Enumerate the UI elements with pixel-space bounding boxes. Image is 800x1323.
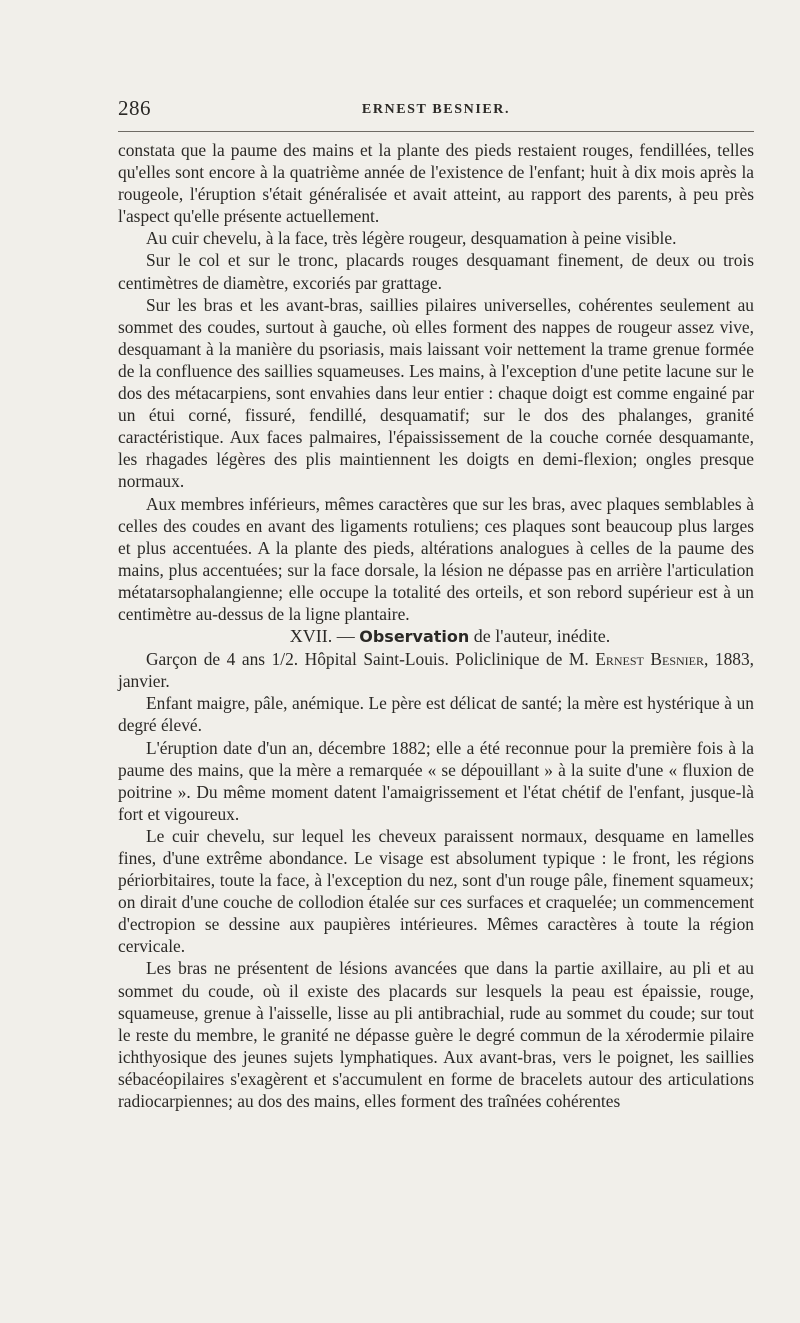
body-text — [118, 139, 754, 1112]
paragraph: Sur les bras et les avant-bras, saillies pilaires universelles, cohérentes seulement au sommet des coudes, surtout à gauche, où elles forment des nappes de rougeur assez vive, desquamant à la manière du psoriasis, mais laissant voir nettement la trame grenue formée de la confluence des saillies squameuses. Les mains, à l'exception d'une petite lacune sur le dos des métacarpiens, sont envahies dans leur entier : chaque doigt est comme engainé par un étui corné, fissuré, fendillé, desquamatif; sur le dos des phalanges, granité caractéristique. Aux faces palmaires, l'épaississement de la couche cornée desquamante, les rhagades légères des plis maintiennent les doigts en demi-flexion; ongles presque normaux. — [118, 294, 754, 492]
paragraph: Enfant maigre, pâle, anémique. Le père est délicat de santé; la mère est hystérique à un degré élevé. — [118, 693, 754, 736]
intro-end: , 1883, janvier. — [118, 649, 755, 692]
running-title: ERNEST BESNIER. — [361, 102, 511, 117]
intro-start: Garçon de 4 ans 1/2. Hôpital Saint-Louis. Policlinique de M. — [146, 649, 589, 670]
header-rule — [118, 131, 754, 132]
paragraph: L'éruption date d'un an, décembre 1882; elle a été reconnue pour la première fois à la paume des mains, que la mère a remarquée « se dépouillant » à la suite d'une « fluxion de poitrine ». Du même moment datent l'amaigrissement et l'état chétif de l'enfant, jusque-là fort et vigoureux. — [118, 737, 754, 824]
paragraph: Le cuir chevelu, sur lequel les cheveux paraissent normaux, desquame en lamelles fines, d'une extrême abondance. Le visage est absolument typique : le front, les régions périorbitaires, toute la face, à l'exception du nez, sont d'un rouge pâle, finement squameux; on dirait d'une couche de collodion étalée sur ces surfaces et craquelée; un commencement d'ectropion se dessine aux paupières intérieures. Mêmes caractères à toute la région cervicale. — [118, 825, 754, 957]
observation-intro — [118, 648, 754, 692]
section-title-bold: Observation — [359, 627, 470, 647]
section-title-rest: de l'auteur, inédite. — [473, 626, 611, 647]
paragraph: Les bras ne présentent de lésions avancées que dans la partie axillaire, au pli et au sommet du coude, où il existe des placards sur lesquels la peau est épaissie, rouge, squameuse, grenue à l'aisselle, lisse au pli antibrachial, rude au sommet du coude; sur tout le reste du membre, le granité ne dépasse guère le degré commun de la xérodermie pilaire ichthyosique des jeunes sujets lymphatiques. Aux avant-bras, vers le poignet, les saillies sébacéopilaires s'exagèrent et s'accumulent en forme de bracelets autour des articulations radiocarpiennes; au dos des mains, elles forment des traînées cohérentes — [118, 958, 754, 1112]
paragraph: constata que la paume des mains et la plante des pieds restaient rouges, fendillées, telles qu'elles sont encore à la quatrième année de l'existence de l'enfant; huit à dix mois après la rougeole, l'éruption s'était généralisée et avait atteint, au rapport des parents, à peu près l'aspect qu'elle présente actuellement. — [118, 140, 754, 227]
author-name: Ernest Besnier — [595, 649, 704, 670]
paragraph: Au cuir chevelu, à la face, très légère rougeur, desquamation à peine visible. — [146, 228, 677, 249]
page-header — [118, 96, 754, 126]
paragraph: Aux membres inférieurs, mêmes caractères que sur les bras, avec plaques semblables à celles des coudes en avant des ligaments rotuliens; ces plaques sont beaucoup plus larges et plus accentuées. A la plante des pieds, altérations analogues à celles de la paume des mains, plus accentuées; sur la face dorsale, la lésion ne dépasse pas en arrière l'articulation métatarsophalangienne; elle occupe la totalité des orteils, et son rebord supérieur est à un centimètre au-dessus de la ligne plantaire. — [118, 493, 754, 624]
section-number: XVII. — — [289, 626, 355, 647]
paragraph: Sur le col et sur le tronc, placards rouges desquamant finement, de deux ou trois centimètres de diamètre, excoriés par grattage. — [118, 250, 754, 293]
section-heading — [118, 625, 754, 648]
page-number: 286 — [118, 96, 151, 120]
